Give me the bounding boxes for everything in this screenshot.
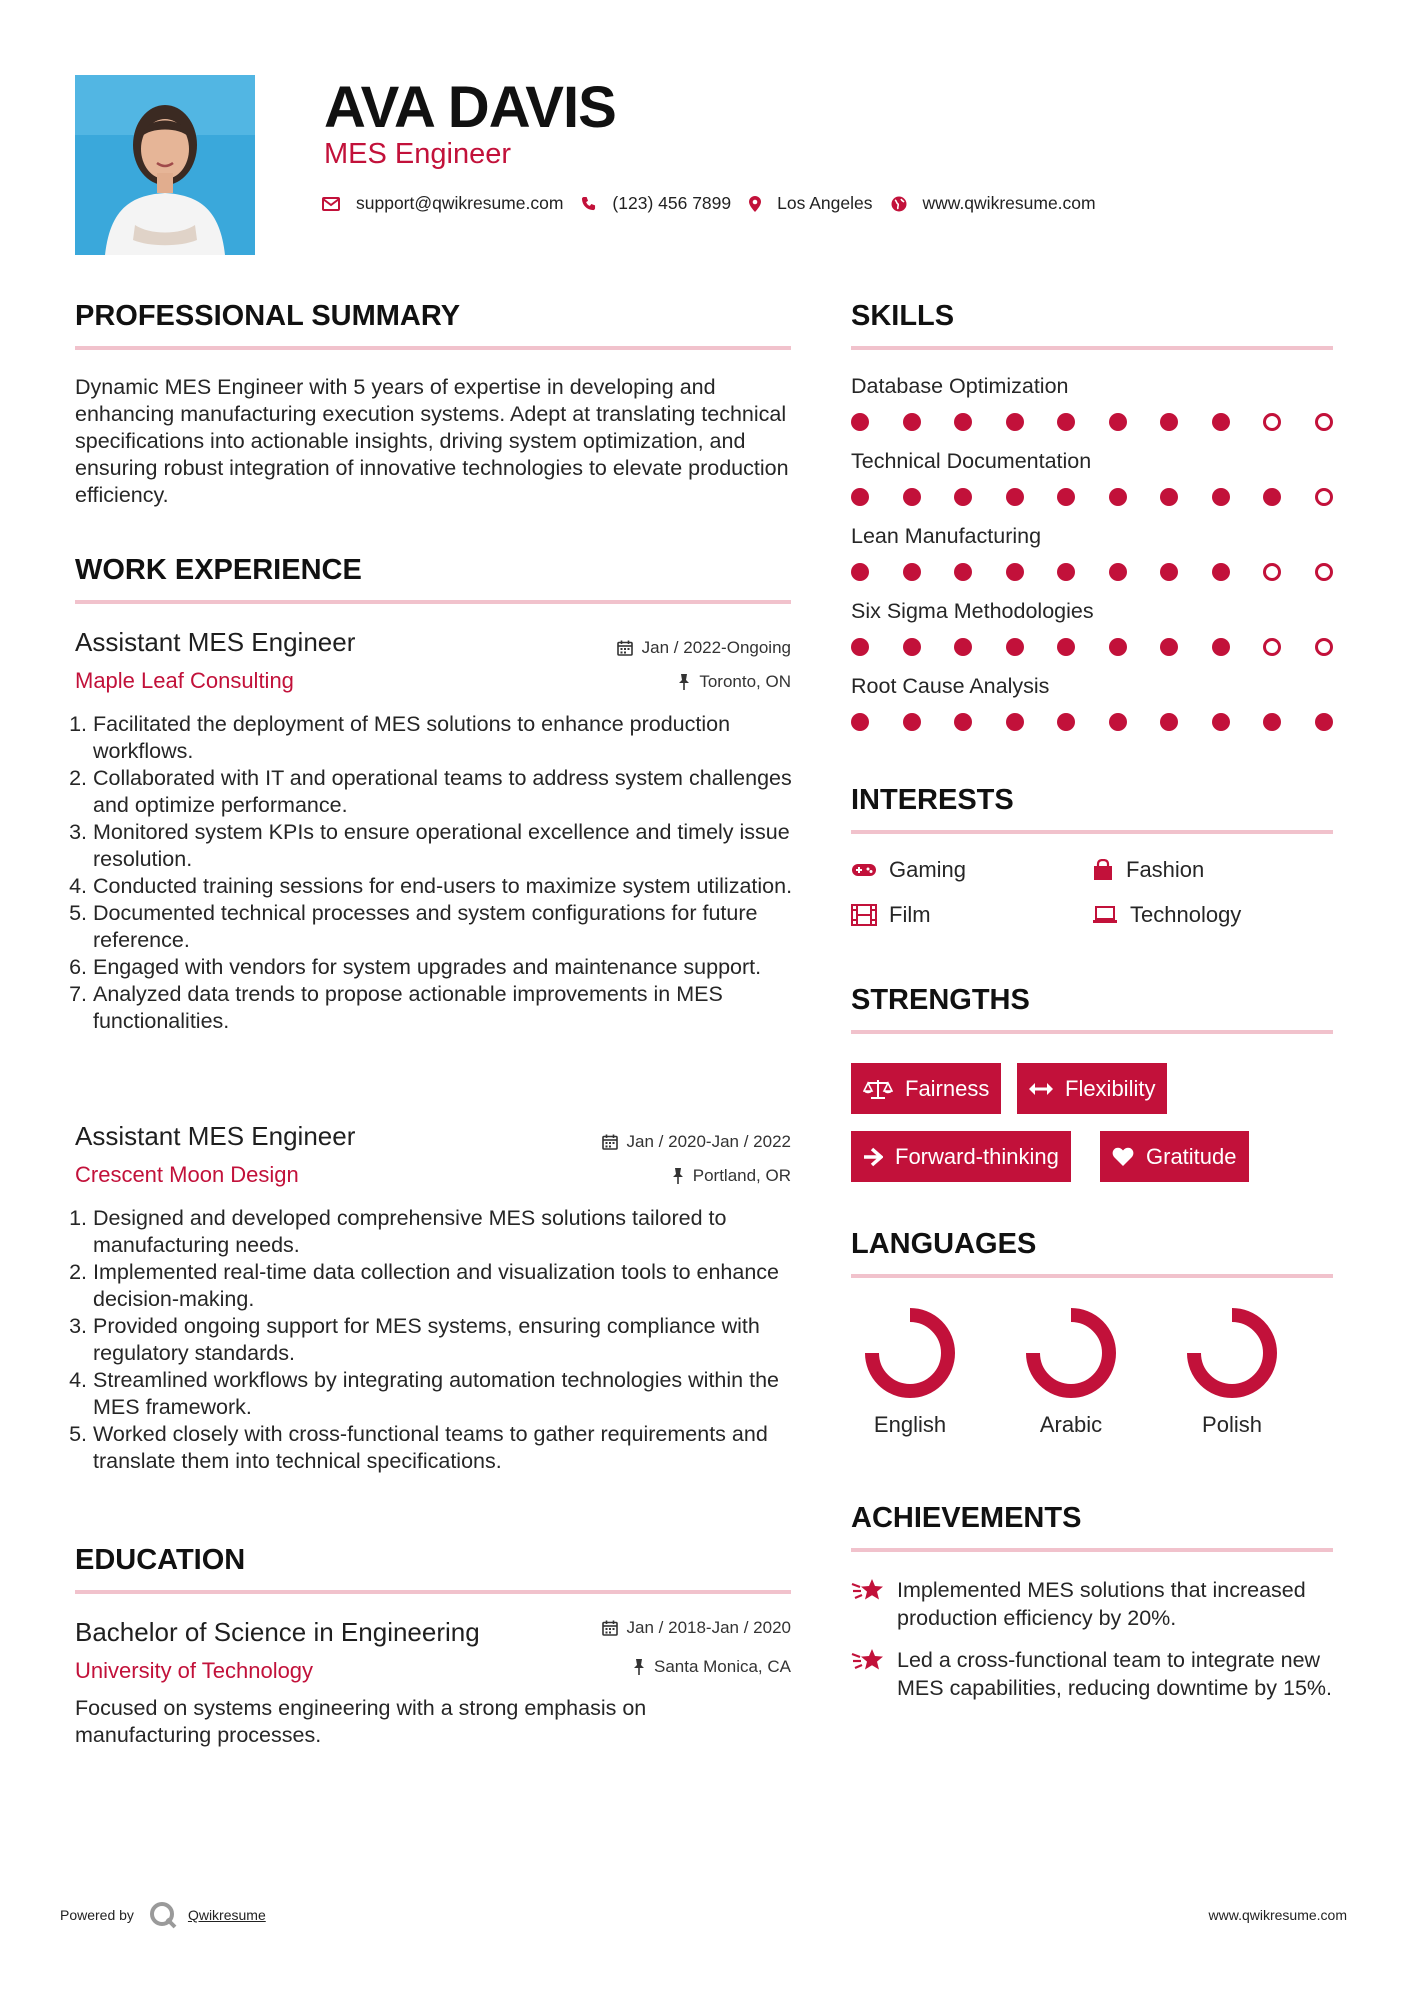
interest-item [851,902,931,928]
skill-dot-filled [1006,413,1024,431]
skill-dot-filled [903,638,921,656]
language-item [1011,1305,1131,1438]
skill-dot-filled [851,713,869,731]
list-item: 2. Collaborated with IT and operational teams to address system challenges and optimize performance. [93,765,793,819]
skill-dot-filled [851,488,869,506]
skill-dot-empty [1315,638,1333,656]
language-label: Polish [1202,1412,1262,1437]
skill-dot-filled [851,563,869,581]
skill-dot-empty [1263,413,1281,431]
skill-rating [851,711,1333,733]
language-level-arc [872,1315,948,1391]
envelope-icon [322,197,340,211]
list-item: 4. Streamlined workflows by integrating automation technologies within the MES framework. [93,1367,793,1421]
interests-divider [851,830,1333,834]
skills-divider [851,346,1333,350]
achievement-text: Led a cross-functional team to integrate new MES capabilities, reducing downtime by 15%. [897,1648,1332,1700]
footer-powered-by [60,1900,266,1930]
skill-name: Database Optimization [851,374,1069,398]
job-dates-text: Jan / 2020-Jan / 2022 [626,1132,791,1151]
balance-scale-icon [863,1078,893,1100]
languages-heading: LANGUAGES [851,1228,1037,1260]
language-item [1172,1305,1292,1438]
contact-phone-text: (123) 456 7899 [612,193,732,213]
skill-dot-filled [903,563,921,581]
skill-dot-filled [1315,713,1333,731]
language-level-arc [1194,1315,1270,1391]
skill-dot-filled [1160,563,1178,581]
language-label: English [873,1412,947,1437]
skill-rating [851,636,1333,658]
arrow-right-icon [863,1147,883,1167]
skill-dot-filled [954,488,972,506]
strength-label: Forward-thinking [895,1143,1059,1169]
film-icon [851,904,877,926]
pushpin-icon [672,1168,684,1184]
skill-dot-filled [1212,713,1230,731]
contact-location-text: Los Angeles [777,193,873,213]
strength-badge [1100,1131,1249,1182]
skill-dot-filled [1057,638,1075,656]
interest-item [1092,857,1204,883]
skill-dot-filled [1212,488,1230,506]
skill-dot-filled [954,413,972,431]
skill-dot-empty [1315,413,1333,431]
skill-dot-filled [1160,638,1178,656]
contact-bar [322,193,1114,214]
interest-item [1092,902,1241,928]
skill-dot-filled [1109,413,1127,431]
skill-dot-filled [851,413,869,431]
skill-dot-filled [1263,488,1281,506]
skill-name: Technical Documentation [851,449,1092,473]
experience-heading: WORK EXPERIENCE [75,554,362,586]
language-level-ring [1023,1305,1119,1401]
summary-text: Dynamic MES Engineer with 5 years of expertise in developing and enhancing manufacturing execution systems. Adept at translating technical specifications into actionable insights, driving system optimization, and ensuring robust integration of innovative technologies to elevate production efficiency. [75,375,789,507]
list-item: 3. Monitored system KPIs to ensure operational excellence and timely issue resolution. [93,819,793,873]
skill-dot-empty [1263,638,1281,656]
list-item: 4. Conducted training sessions for end-users to maximize system utilization. [93,873,793,900]
interest-label: Film [889,902,931,927]
interests-heading: INTERESTS [851,784,1014,816]
contact-location [749,193,872,214]
education-location-text: Santa Monica, CA [653,1657,791,1676]
skill-dot-filled [1160,713,1178,731]
skill-rating [851,411,1333,433]
strength-badge [851,1131,1071,1182]
interest-label: Gaming [889,857,967,882]
skill-dot-filled [1263,713,1281,731]
candidate-name: AVA DAVIS [324,75,616,140]
skill-dot-filled [1160,413,1178,431]
contact-website[interactable] [891,193,1096,214]
skill-dot-filled [1109,638,1127,656]
language-level-ring [1184,1305,1280,1401]
education-divider [75,1590,791,1594]
pushpin-icon [678,674,690,690]
qwikresume-link[interactable]: Qwikresume [187,1907,266,1923]
strength-badge [1017,1063,1167,1114]
shooting-star-icon [851,1648,885,1672]
list-item: 5. Worked closely with cross-functional teams to gather requirements and translate them into technical specifications. [93,1421,793,1475]
interest-label: Technology [1130,902,1242,927]
skill-dot-empty [1263,563,1281,581]
skill-dot-filled [1109,488,1127,506]
education-dates-text: Jan / 2018-Jan / 2020 [626,1618,791,1637]
skill-dot-filled [1006,713,1024,731]
education-location [633,1657,791,1677]
calendar-icon [602,1134,618,1150]
skill-dot-filled [1109,563,1127,581]
footer-website[interactable]: www.qwikresume.com [1208,1907,1347,1923]
contact-phone[interactable] [581,193,731,214]
strength-label: Flexibility [1065,1075,1156,1101]
experience-divider [75,600,791,604]
skill-dot-filled [1057,488,1075,506]
summary-heading: PROFESSIONAL SUMMARY [75,300,461,332]
achievement-text: Implemented MES solutions that increased production efficiency by 20%. [897,1578,1306,1630]
skill-name: Lean Manufacturing [851,524,1042,548]
calendar-icon [617,640,633,656]
list-item: 1. Designed and developed comprehensive MES solutions tailored to manufacturing needs. [93,1205,793,1259]
shopping-bag-icon [1092,859,1114,881]
skill-dot-filled [954,638,972,656]
candidate-title: MES Engineer [324,138,511,170]
skill-dot-filled [1057,563,1075,581]
skill-name: Root Cause Analysis [851,674,1050,698]
skill-rating [851,486,1333,508]
skill-dot-filled [903,488,921,506]
strengths-divider [851,1030,1333,1034]
list-item: 6. Engaged with vendors for system upgrades and maintenance support. [93,954,793,981]
summary-divider [75,346,791,350]
job-location-text: Portland, OR [692,1166,791,1185]
achievements-heading: ACHIEVEMENTS [851,1502,1082,1534]
job-duties-list [73,1205,793,1475]
achievement-item [851,1576,1341,1632]
skill-dot-empty [1315,488,1333,506]
skill-dot-filled [1006,638,1024,656]
education-dates [602,1618,791,1638]
strength-label: Gratitude [1146,1143,1237,1169]
list-item: 3. Provided ongoing support for MES systems, ensuring compliance with regulatory standards. [93,1313,793,1367]
achievements-divider [851,1548,1333,1552]
list-item: 1. Facilitated the deployment of MES solutions to enhance production workflows. [93,711,793,765]
globe-icon [891,196,907,212]
language-label: Arabic [1039,1412,1103,1437]
job-dates [617,638,791,658]
contact-website-text: www.qwikresume.com [922,193,1096,213]
education-school: University of Technology [75,1658,314,1683]
skills-heading: SKILLS [851,300,955,332]
skill-name: Six Sigma Methodologies [851,599,1094,623]
shooting-star-icon [851,1578,885,1602]
heart-icon [1112,1147,1134,1167]
job-dates [602,1132,791,1152]
job-location-text: Toronto, ON [699,672,791,691]
interest-item [851,857,966,883]
job-title: Assistant MES Engineer [75,1121,356,1151]
skill-rating [851,561,1333,583]
strengths-heading: STRENGTHS [851,984,1030,1016]
skill-dot-filled [1057,413,1075,431]
skill-dot-empty [1315,563,1333,581]
skill-dot-filled [851,638,869,656]
interest-label: Fashion [1126,857,1205,882]
skill-dot-filled [903,413,921,431]
language-level-arc [1033,1315,1109,1391]
profile-photo [75,75,255,255]
education-description: Focused on systems engineering with a strong emphasis on manufacturing processes. [75,1696,647,1747]
list-item: 5. Documented technical processes and system configurations for future reference. [93,900,793,954]
gamepad-icon [851,862,877,878]
calendar-icon [602,1620,618,1636]
list-item: 7. Analyzed data trends to propose actionable improvements in MES functionalities. [93,981,793,1035]
language-level-ring [862,1305,958,1401]
strength-label: Fairness [905,1075,990,1101]
skill-dot-filled [1006,488,1024,506]
skill-dot-filled [1109,713,1127,731]
list-item: 2. Implemented real-time data collection and visualization tools to enhance decision-making. [93,1259,793,1313]
qwikresume-logo-icon [148,1900,178,1930]
skill-dot-filled [1006,563,1024,581]
map-marker-icon [749,196,761,212]
education-degree: Bachelor of Science in Engineering [75,1617,480,1647]
laptop-icon [1092,905,1118,925]
job-title: Assistant MES Engineer [75,627,356,657]
job-dates-text: Jan / 2022-Ongoing [641,638,791,657]
job-duties-list [73,711,793,1035]
achievement-item [851,1646,1341,1702]
skill-dot-filled [1212,638,1230,656]
skill-dot-filled [954,713,972,731]
strength-badge [851,1063,1001,1114]
skill-dot-filled [954,563,972,581]
powered-by-label: Powered by [60,1907,134,1923]
pushpin-icon [633,1659,645,1675]
skill-dot-filled [1212,413,1230,431]
skill-dot-filled [1212,563,1230,581]
phone-icon [581,196,596,211]
job-company: Maple Leaf Consulting [75,668,294,693]
job-company: Crescent Moon Design [75,1162,299,1187]
language-item [850,1305,970,1438]
profile-photo-illustration [75,75,255,255]
contact-email[interactable] [322,193,563,214]
job-location [678,672,791,692]
arrows-horizontal-icon [1029,1082,1053,1096]
education-heading: EDUCATION [75,1544,246,1576]
skill-dot-filled [1160,488,1178,506]
skill-dot-filled [903,713,921,731]
contact-email-text: support@qwikresume.com [356,193,564,213]
languages-divider [851,1274,1333,1278]
skill-dot-filled [1057,713,1075,731]
job-location [672,1166,791,1186]
